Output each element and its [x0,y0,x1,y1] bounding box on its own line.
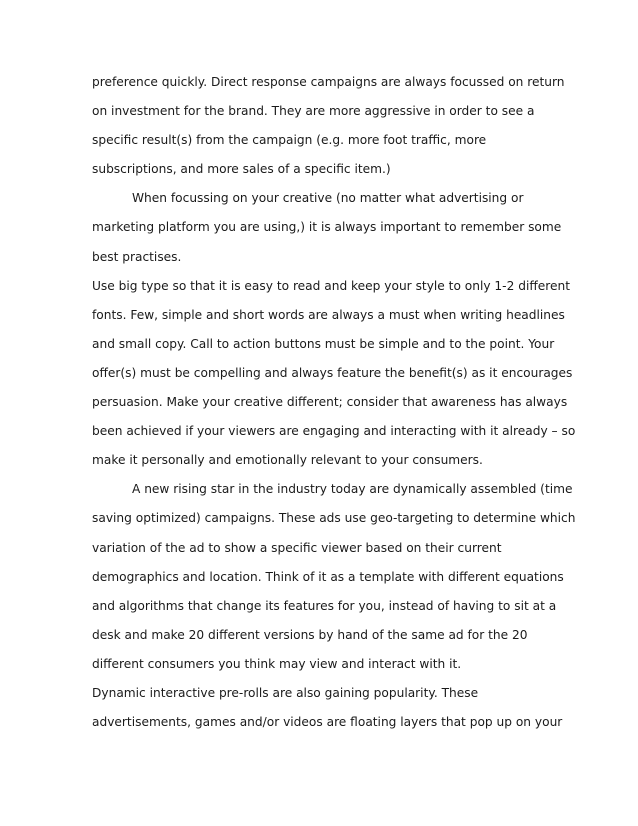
text-line: Use big type so that it is easy to read and keep your style to only 1-2 different [92,278,570,293]
text-line: fonts. Few, simple and short words are always a must when writing headlines [92,307,565,322]
text-line: make it personally and emotionally relevant to your consumers. [92,453,483,468]
text-line: persuasion. Make your creative different; consider that awareness has always [92,395,568,410]
text-line: different consumers you think may view and interact with it. [92,656,462,671]
text-line: marketing platform you are using,) it is always important to remember some [92,220,562,235]
text-line: offer(s) must be compelling and always feature the benefit(s) as it encourages [92,365,573,380]
text-line: variation of the ad to show a specific viewer based on their current [92,540,502,555]
text-line: saving optimized) campaigns. These ads use geo-targeting to determine which [92,511,576,526]
text-line: advertisements, games and/or videos are floating layers that pop up on your [92,715,563,730]
text-line: desk and make 20 different versions by hand of the same ad for the 20 [92,627,528,642]
text-line: Dynamic interactive pre-rolls are also gaining popularity. These [92,685,479,700]
text-line: been achieved if your viewers are engaging and interacting with it already – so [92,424,576,439]
text-line: and algorithms that change its features for you, instead of having to sit at a [92,598,557,613]
text-line: specific result(s) from the campaign (e.g. more foot traffic, more [92,133,487,148]
text-line: A new rising star in the industry today are dynamically assembled (time [132,482,573,497]
text-line: best practises. [92,249,182,264]
text-line: on investment for the brand. They are more aggressive in order to see a [92,104,535,119]
text-line: demographics and location. Think of it as a template with different equations [92,569,564,584]
text-line: preference quickly. Direct response campaigns are always focussed on return [92,75,565,89]
text-line: and small copy. Call to action buttons must be simple and to the point. Your [92,336,555,351]
text-line: subscriptions, and more sales of a specific item.) [92,162,391,177]
body-text [92,68,576,737]
text-line: When focussing on your creative (no matter what advertising or [132,191,524,206]
